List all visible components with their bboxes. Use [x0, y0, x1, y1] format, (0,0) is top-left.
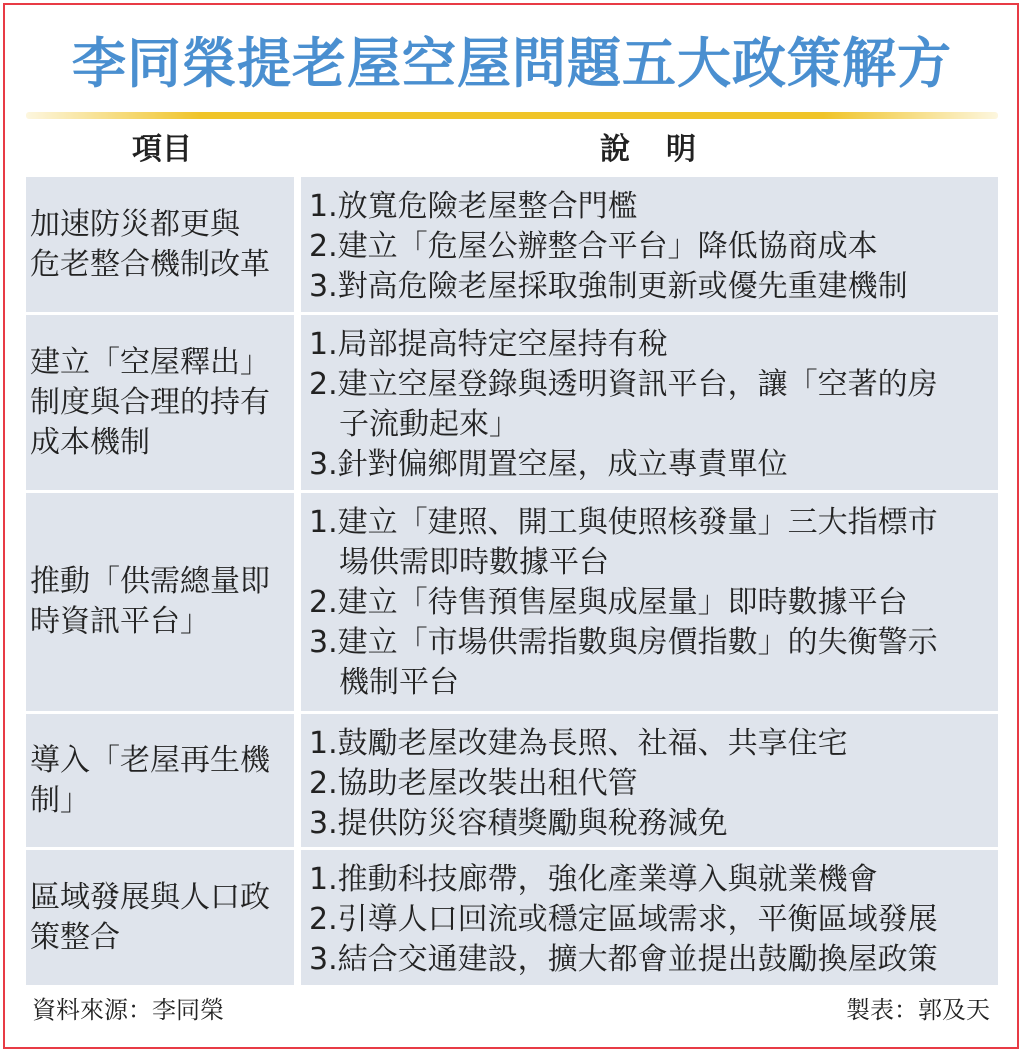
description-point: 3.建立「市場供需指數與房價指數」的失衡警示 [309, 625, 938, 660]
description-point: 子流動起來」 [339, 407, 519, 442]
table-header [26, 124, 998, 176]
row-item-cell [26, 315, 294, 490]
table-row [26, 850, 998, 985]
row-item-label: 導入「老屋再生機 制」 [30, 742, 270, 818]
description-point: 2.建立「危屋公辦整合平台」降低協商成本 [309, 229, 878, 264]
row-item-label: 加速防災都更與 危老整合機制改革 [30, 206, 270, 282]
title-underline [26, 112, 998, 119]
row-description-cell [301, 315, 998, 490]
row-item-cell [26, 850, 294, 985]
row-item-label: 推動「供需總量即 時資訊平台」 [30, 564, 270, 639]
table-row [26, 177, 998, 312]
description-point: 1.鼓勵老屋改建為長照、社福、共享住宅 [309, 726, 848, 761]
table-row [26, 315, 998, 490]
row-description-cell [301, 850, 998, 985]
row-item-cell [26, 177, 294, 312]
description-point: 3.提供防災容積獎勵與稅務減免 [309, 806, 728, 841]
row-item-label: 區域發展與人口政 策整合 [30, 879, 270, 955]
description-point: 3.針對偏鄉閒置空屋，成立專責單位 [309, 447, 788, 482]
table-row [26, 714, 998, 847]
header-description: 說明 [600, 132, 732, 167]
row-description-cell [301, 714, 998, 847]
row-item-cell [26, 714, 294, 847]
header-item: 項目 [132, 132, 192, 167]
source-note: 資料來源：李同榮 [32, 996, 224, 1024]
page-title: 李同榮提老屋空屋問題五大政策解方 [72, 32, 952, 95]
description-point: 1.放寬危險老屋整合門檻 [309, 189, 638, 224]
description-point: 2.引導人口回流或穩定區域需求，平衡區域發展 [309, 902, 938, 937]
description-point: 2.協助老屋改裝出租代管 [309, 766, 638, 801]
row-description-cell [301, 177, 998, 312]
description-point: 1.建立「建照、開工與使照核發量」三大指標市 [309, 505, 938, 540]
table-row [26, 493, 998, 711]
description-point: 2.建立「待售預售屋與成屋量」即時數據平台 [309, 585, 908, 620]
description-point: 機制平台 [339, 665, 459, 700]
row-item-label: 建立「空屋釋出」 制度與合理的持有 成本機制 [30, 344, 270, 460]
row-item-cell [26, 493, 294, 711]
description-point: 3.結合交通建設，擴大都會並提出鼓勵換屋政策 [309, 942, 938, 977]
description-point: 1.推動科技廊帶，強化產業導入與就業機會 [309, 862, 878, 897]
description-point: 場供需即時數據平台 [339, 545, 609, 580]
description-point: 1.局部提高特定空屋持有稅 [309, 327, 668, 362]
row-description-cell [301, 493, 998, 711]
description-point: 3.對高危險老屋採取強制更新或優先重建機制 [309, 269, 908, 304]
credit-note: 製表：郭及天 [846, 996, 990, 1024]
description-point: 2.建立空屋登錄與透明資訊平台，讓「空著的房 [309, 367, 938, 402]
